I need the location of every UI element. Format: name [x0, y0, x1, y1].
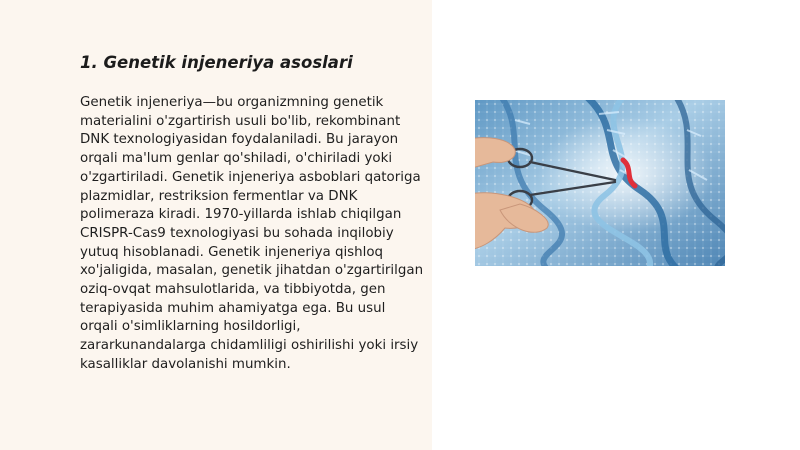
- slide-body-text: Genetik injeneriya—bu organizmning genetik materialini o'zgartirish usuli bo'lib, rekombinant DNK texnologiyasidan foydalaniladi. Bu jarayon orqali ma'lum genlar qo'shiladi, o'chiriladi yoki o'zgartiriladi. Genetik injeneriya asboblari qatoriga plazmidlar, restriksion fermentlar va DNK polimeraza kiradi. 1970-yillarda ishlab chiqilgan CRISPR-Cas9 texnologiyasi bu sohada inqilobiy yutuq hisoblanadi. Genetik injeneriya qishloq xo'jaligida, masalan, genetik jihatdan o'zgartirilgan oziq-ovqat mahsulotlarida, va tibbiyotda, gen terapiyasida muhim ahamiyatga ega. Bu usul orqali o'simliklarning hosildorligi, zararkunandalarga chidamliligi oshirilishi yoki irsiy kasalliklar davolanishi mumkin.: [80, 95, 424, 372]
- dna-scissors-illustration-icon: [475, 100, 725, 266]
- slide-title: 1. Genetik injeneriya asoslari: [80, 53, 353, 72]
